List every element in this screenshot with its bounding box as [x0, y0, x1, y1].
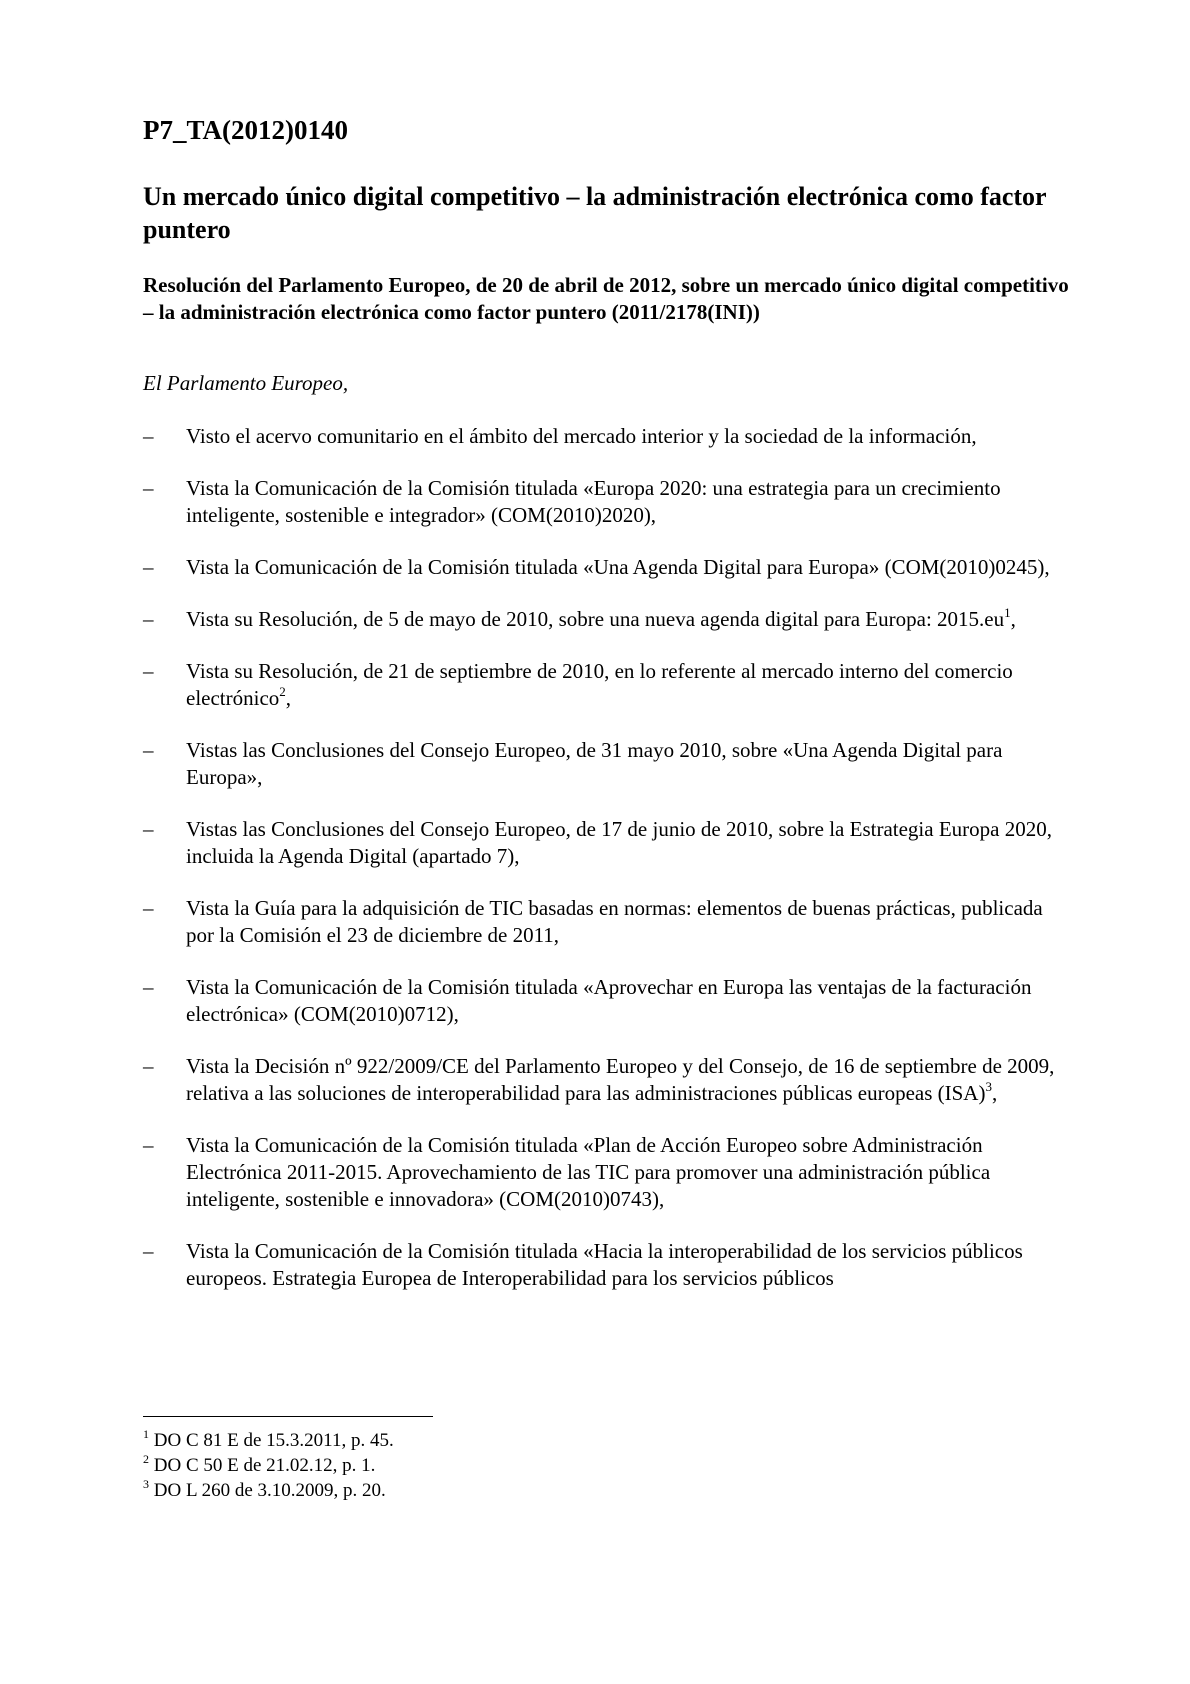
dash-marker: – — [143, 476, 154, 500]
document-code: P7_TA(2012)0140 — [143, 115, 348, 145]
list-item — [143, 423, 1073, 450]
footnote-ref[interactable]: 3 — [985, 1079, 992, 1094]
footnote-text: DO L 260 de 3.10.2009, p. 20. — [153, 1480, 386, 1501]
dash-marker: – — [143, 424, 154, 448]
dash-marker: – — [143, 738, 154, 762]
item-tail: , — [285, 686, 292, 710]
dash-marker: – — [143, 1239, 154, 1263]
list-item — [143, 554, 1073, 581]
item-text: Vista la Comunicación de la Comisión titulada «Una Agenda Digital para Europa» (COM(2010)0245), — [186, 555, 1050, 579]
item-text: Visto el acervo comunitario en el ámbito del mercado interior y la sociedad de la información, — [186, 424, 977, 448]
item-text: Vista su Resolución, de 21 de septiembre de 2010, en lo referente al mercado interno del comercio electrónico — [186, 659, 1013, 710]
footnote-ref[interactable]: 1 — [1004, 605, 1011, 620]
list-item — [143, 974, 1073, 1028]
item-text: Vista su Resolución, de 5 de mayo de 2010, sobre una nueva agenda digital para Europa: 2015.eu — [186, 607, 1005, 631]
item-text: Vistas las Conclusiones del Consejo Europeo, de 31 mayo 2010, sobre «Una Agenda Digital para Europa», — [186, 738, 1003, 789]
dash-marker: – — [143, 1133, 154, 1157]
dash-marker: – — [143, 817, 154, 841]
footnote-number: 1 — [143, 1426, 149, 1441]
document-title: Un mercado único digital competitivo – la administración electrónica como factor puntero — [143, 182, 1047, 244]
footnote-ref[interactable]: 2 — [279, 684, 286, 699]
footnote-number: 3 — [143, 1476, 149, 1491]
intro-text: El Parlamento Europeo, — [143, 371, 349, 395]
footnote-text: DO C 50 E de 21.02.12, p. 1. — [153, 1455, 376, 1476]
footnote — [143, 1453, 1043, 1478]
list-item — [143, 737, 1073, 791]
list-item — [143, 1053, 1073, 1107]
item-text: Vistas las Conclusiones del Consejo Europeo, de 17 de junio de 2010, sobre la Estrategia Europa 2020, incluida la Agenda Digital (apartado 7), — [186, 817, 1052, 868]
footnote — [143, 1428, 1043, 1453]
footnote-separator — [143, 1416, 433, 1417]
item-tail: , — [991, 1081, 998, 1105]
dash-marker: – — [143, 607, 154, 631]
list-item — [143, 606, 1073, 633]
item-text: Vista la Decisión nº 922/2009/CE del Parlamento Europeo y del Consejo, de 16 de septiembre de 2009, relativa a las soluciones de interoperabilidad para las administraciones públicas europeas (ISA) — [186, 1054, 1055, 1105]
list-item — [143, 475, 1073, 529]
footnote-text: DO C 81 E de 15.3.2011, p. 45. — [153, 1430, 394, 1451]
item-text: Vista la Comunicación de la Comisión titulada «Plan de Acción Europeo sobre Administración Electrónica 2011-2015. Aprovechamiento de las TIC para promover una administración pública inteligente, sostenible e innovadora» (COM(2010)0743), — [186, 1133, 991, 1211]
footnote-number: 2 — [143, 1451, 149, 1466]
dash-marker: – — [143, 896, 154, 920]
list-item — [143, 658, 1073, 712]
dash-marker: – — [143, 659, 154, 683]
item-text: Vista la Comunicación de la Comisión titulada «Europa 2020: una estrategia para un crecimiento inteligente, sostenible e integrador» (COM(2010)2020), — [186, 476, 1001, 527]
citations-list — [143, 423, 1073, 1292]
item-tail: , — [1010, 607, 1016, 631]
dash-marker: – — [143, 975, 154, 999]
footnote — [143, 1478, 1043, 1503]
dash-marker: – — [143, 1054, 154, 1078]
document-subtitle: Resolución del Parlamento Europeo, de 20 de abril de 2012, sobre un mercado único digital competitivo – la administración electrónica como factor puntero (2011/2178(INI)) — [143, 273, 1069, 324]
list-item — [143, 816, 1073, 870]
list-item — [143, 1238, 1073, 1292]
list-item — [143, 895, 1073, 949]
footnotes — [143, 1428, 1043, 1503]
document-body — [143, 106, 1073, 1317]
dash-marker: – — [143, 555, 154, 579]
item-text: Vista la Comunicación de la Comisión titulada «Aprovechar en Europa las ventajas de la facturación electrónica» (COM(2010)0712), — [186, 975, 1032, 1026]
item-text: Vista la Comunicación de la Comisión titulada «Hacia la interoperabilidad de los servicios públicos europeos. Estrategia Europea de Interoperabilidad para los servicios públicos — [186, 1239, 1023, 1290]
list-item — [143, 1132, 1073, 1213]
item-text: Vista la Guía para la adquisición de TIC basadas en normas: elementos de buenas prácticas, publicada por la Comisión el 23 de diciembre de 2011, — [186, 896, 1043, 947]
